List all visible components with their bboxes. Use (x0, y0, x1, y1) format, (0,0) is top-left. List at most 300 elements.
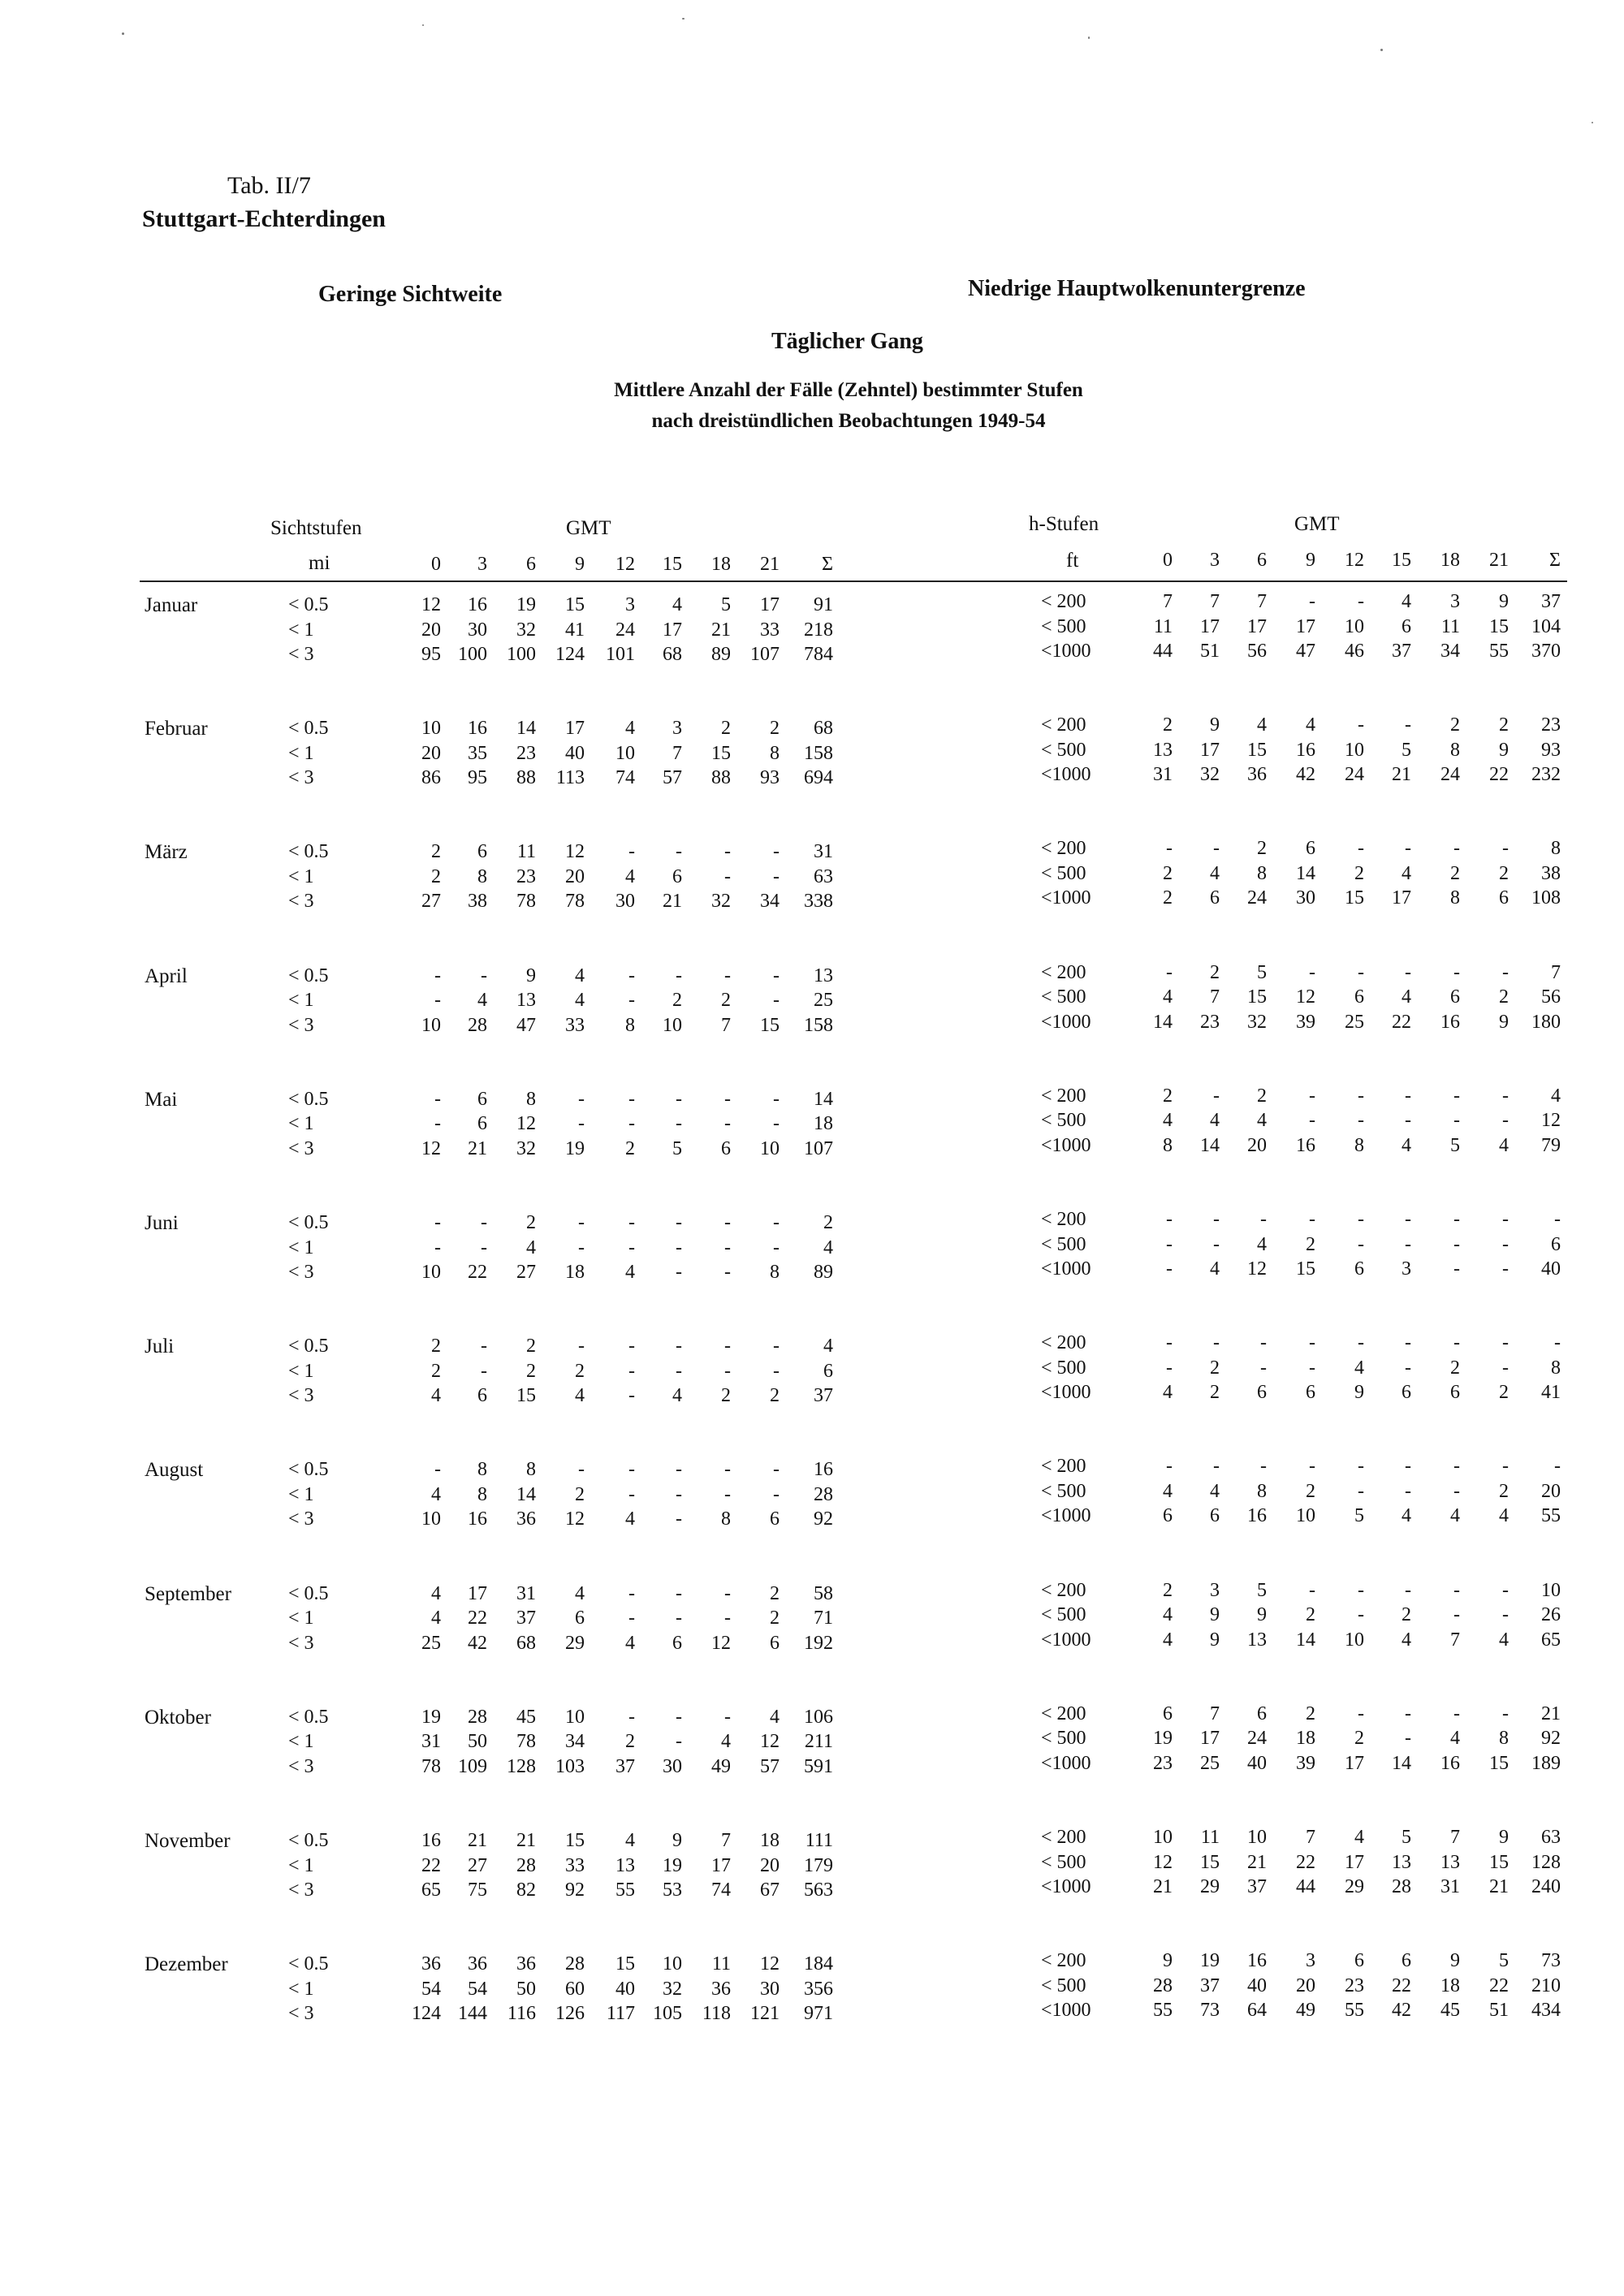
visibility-count-cell: 6 (721, 1137, 731, 1159)
visibility-count-cell: 19 (663, 1854, 682, 1876)
month-label: September (145, 1582, 231, 1605)
ceiling-count-cell: 22 (1489, 764, 1509, 786)
visibility-count-cell: - (676, 1212, 682, 1233)
hour-header: 6 (526, 554, 536, 575)
visibility-count-cell: 28 (516, 1854, 536, 1876)
ceiling-count-cell: 11 (1440, 615, 1460, 637)
ceiling-count-cell: - (1309, 1209, 1315, 1230)
ceiling-count-cell: 5 (1450, 1134, 1460, 1156)
visibility-level-label: < 0.5 (288, 1953, 329, 1975)
month-label: März (145, 841, 188, 864)
ceiling-count-cell: 6 (1499, 887, 1509, 909)
ceiling-count-cell: 5 (1257, 1579, 1267, 1601)
ceiling-count-cell: - (1309, 1085, 1315, 1107)
ceiling-count-cell: 16 (1247, 1505, 1267, 1527)
visibility-count-cell: 65 (421, 1880, 441, 1901)
visibility-count-cell: 36 (516, 1953, 536, 1975)
visibility-count-cell: 21 (468, 1830, 487, 1851)
visibility-count-cell: 50 (468, 1731, 487, 1753)
ceiling-level-label: < 500 (1041, 1233, 1086, 1255)
visibility-count-cell: 68 (663, 644, 682, 665)
ceiling-count-cell: 2 (1306, 1480, 1315, 1502)
visibility-count-cell: 20 (760, 1854, 780, 1876)
visibility-count-cell: - (578, 1459, 585, 1481)
ceiling-count-cell: 14 (1392, 1752, 1411, 1774)
ceiling-count-cell: - (1358, 961, 1364, 983)
visibility-count-cell: - (628, 1608, 635, 1629)
visibility-count-cell: 2 (431, 1336, 441, 1357)
ceiling-count-cell: - (1358, 1332, 1364, 1354)
ceiling-count-cell: 6 (1210, 1505, 1220, 1527)
ceiling-count-cell: 232 (1531, 764, 1561, 786)
ceiling-count-cell: 9 (1257, 1604, 1267, 1626)
visibility-count-cell: 16 (468, 594, 487, 615)
visibility-count-cell: 17 (468, 1582, 487, 1604)
ceiling-count-cell: 25 (1345, 1011, 1364, 1033)
visibility-count-cell: 12 (711, 1632, 731, 1654)
visibility-count-cell: 109 (458, 1755, 487, 1777)
ceiling-count-cell: 14 (1153, 1011, 1173, 1033)
visibility-count-cell: 86 (421, 767, 441, 789)
ceiling-count-cell: - (1502, 1357, 1509, 1379)
visibility-count-cell: 82 (516, 1880, 536, 1901)
visibility-count-cell: 100 (507, 644, 536, 665)
visibility-count-cell: - (724, 1088, 731, 1110)
ceiling-count-cell: - (1502, 1209, 1509, 1230)
hour-header: 15 (1392, 550, 1411, 571)
ceiling-count-cell: 3 (1210, 1579, 1220, 1601)
ceiling-level-label: < 200 (1041, 1456, 1086, 1478)
visibility-count-cell: 95 (468, 767, 487, 789)
visibility-count-cell: 17 (565, 718, 585, 740)
ceiling-count-cell: 6 (1450, 1382, 1460, 1404)
visibility-count-cell: 63 (814, 865, 833, 887)
visibility-count-cell: 57 (760, 1755, 780, 1777)
visibility-count-cell: 22 (468, 1262, 487, 1283)
visibility-count-cell: 10 (663, 1953, 682, 1975)
visibility-count-cell: 17 (760, 594, 780, 615)
ceiling-level-label: < 200 (1041, 1085, 1086, 1107)
visibility-count-cell: 6 (672, 1632, 682, 1654)
visibility-level-label: < 0.5 (288, 1706, 329, 1728)
visibility-count-cell: 10 (615, 742, 635, 764)
ceiling-count-cell: 12 (1153, 1851, 1173, 1873)
hour-header: 6 (1257, 550, 1267, 571)
ceiling-count-cell: 15 (1489, 1851, 1509, 1873)
ceiling-count-cell: - (1358, 1604, 1364, 1626)
ceiling-count-cell: 15 (1489, 615, 1509, 637)
ceiling-count-cell: 3 (1450, 591, 1460, 612)
visibility-level-label: < 3 (288, 2003, 314, 2025)
visibility-count-cell: 20 (421, 619, 441, 641)
ceiling-count-cell: - (1405, 961, 1411, 983)
ceiling-count-cell: 4 (1450, 1505, 1460, 1527)
ceiling-count-cell: - (1213, 1209, 1220, 1230)
ceiling-count-cell: - (1453, 1579, 1460, 1601)
ceiling-level-label: < 200 (1041, 1827, 1086, 1848)
ceiling-count-cell: 21 (1541, 1703, 1561, 1724)
ceiling-count-cell: 4 (1210, 1480, 1220, 1502)
ceiling-count-cell: 21 (1247, 1851, 1267, 1873)
ceiling-count-cell: 8 (1163, 1134, 1173, 1156)
ceiling-count-cell: 8 (1450, 887, 1460, 909)
center-title: Täglicher Gang (771, 329, 923, 354)
visibility-count-cell: - (773, 865, 780, 887)
ceiling-count-cell: 31 (1153, 764, 1173, 786)
visibility-count-cell: - (481, 1360, 487, 1382)
ceiling-count-cell: 2 (1499, 1480, 1509, 1502)
visibility-count-cell: - (676, 1731, 682, 1753)
ceiling-count-cell: 4 (1210, 1258, 1220, 1280)
ceiling-count-cell: - (1358, 1480, 1364, 1502)
ceiling-count-cell: 370 (1531, 641, 1561, 662)
ceiling-count-cell: - (1502, 1604, 1509, 1626)
ceiling-count-cell: - (1358, 1579, 1364, 1601)
visibility-count-cell: 32 (711, 891, 731, 913)
station-name: Stuttgart-Echterdingen (142, 205, 386, 232)
ceiling-level-label: < 200 (1041, 1332, 1086, 1354)
ceiling-count-cell: 9 (1210, 714, 1220, 736)
ceiling-count-cell: 4 (1402, 986, 1411, 1008)
visibility-count-cell: 6 (770, 1632, 780, 1654)
visibility-count-cell: 34 (565, 1731, 585, 1753)
ceiling-level-label: <1000 (1041, 887, 1091, 909)
visibility-count-cell: 106 (804, 1706, 833, 1728)
ceiling-count-cell: 8 (1450, 739, 1460, 761)
visibility-count-cell: 2 (575, 1483, 585, 1505)
visibility-count-cell: - (434, 1236, 441, 1258)
ceiling-count-cell: 4 (1551, 1085, 1561, 1107)
left-unit: mi (309, 552, 330, 574)
ceiling-level-label: < 500 (1041, 1110, 1086, 1132)
ceiling-count-cell: 17 (1200, 615, 1220, 637)
ceiling-count-cell: 34 (1440, 641, 1460, 662)
ceiling-count-cell: 4 (1354, 1357, 1364, 1379)
hour-header: Σ (822, 554, 833, 575)
visibility-level-label: < 1 (288, 742, 314, 764)
ceiling-level-label: < 200 (1041, 1703, 1086, 1724)
visibility-count-cell: 21 (711, 619, 731, 641)
visibility-count-cell: 30 (760, 1978, 780, 2000)
visibility-count-cell: 8 (770, 742, 780, 764)
ceiling-count-cell: - (1405, 1209, 1411, 1230)
visibility-count-cell: 33 (565, 1014, 585, 1036)
visibility-count-cell: - (628, 1385, 635, 1407)
ceiling-count-cell: 2 (1210, 961, 1220, 983)
ceiling-count-cell: 37 (1200, 1974, 1220, 1996)
visibility-count-cell: 105 (653, 2003, 682, 2025)
ceiling-count-cell: 23 (1200, 1011, 1220, 1033)
visibility-count-cell: - (628, 1706, 635, 1728)
visibility-count-cell: 12 (516, 1113, 536, 1135)
ceiling-count-cell: - (1405, 1728, 1411, 1750)
ceiling-count-cell: - (1453, 1332, 1460, 1354)
visibility-count-cell: - (724, 1706, 731, 1728)
ceiling-count-cell: 15 (1247, 986, 1267, 1008)
visibility-count-cell: - (628, 1236, 635, 1258)
hour-header: 21 (1489, 550, 1509, 571)
ceiling-count-cell: 7 (1210, 1703, 1220, 1724)
visibility-count-cell: 2 (526, 1212, 536, 1233)
visibility-count-cell: 107 (750, 644, 780, 665)
visibility-count-cell: 10 (421, 1014, 441, 1036)
ceiling-count-cell: 37 (1541, 591, 1561, 612)
visibility-level-label: < 3 (288, 1755, 314, 1777)
ceiling-count-cell: 8 (1257, 1480, 1267, 1502)
visibility-count-cell: - (724, 1582, 731, 1604)
visibility-count-cell: 75 (468, 1880, 487, 1901)
visibility-count-cell: 28 (565, 1953, 585, 1975)
ceiling-count-cell: 4 (1402, 1505, 1411, 1527)
visibility-count-cell: 25 (421, 1632, 441, 1654)
visibility-count-cell: 9 (672, 1830, 682, 1851)
visibility-count-cell: - (773, 990, 780, 1012)
ceiling-count-cell: 2 (1499, 986, 1509, 1008)
visibility-count-cell: 2 (770, 1385, 780, 1407)
ceiling-count-cell: 4 (1499, 1629, 1509, 1651)
ceiling-count-cell: 73 (1200, 2000, 1220, 2022)
ceiling-count-cell: - (1358, 714, 1364, 736)
visibility-count-cell: 13 (615, 1854, 635, 1876)
visibility-count-cell: 8 (526, 1459, 536, 1481)
hour-header: Σ (1549, 550, 1561, 571)
ceiling-count-cell: - (1358, 1085, 1364, 1107)
visibility-count-cell: 7 (721, 1014, 731, 1036)
ceiling-count-cell: 21 (1489, 1876, 1509, 1897)
ceiling-count-cell: - (1166, 1332, 1173, 1354)
ceiling-count-cell: 7 (1210, 986, 1220, 1008)
visibility-count-cell: 15 (565, 594, 585, 615)
ceiling-count-cell: 2 (1163, 714, 1173, 736)
ceiling-count-cell: 3 (1306, 1950, 1315, 1972)
visibility-count-cell: 8 (477, 1459, 487, 1481)
ceiling-level-label: <1000 (1041, 1134, 1091, 1156)
visibility-count-cell: 16 (421, 1830, 441, 1851)
ceiling-count-cell: 17 (1247, 615, 1267, 637)
visibility-count-cell: 78 (565, 891, 585, 913)
visibility-count-cell: 6 (477, 1088, 487, 1110)
ceiling-count-cell: - (1405, 1085, 1411, 1107)
visibility-count-cell: - (628, 1582, 635, 1604)
ceiling-level-label: < 200 (1041, 591, 1086, 612)
ceiling-count-cell: - (1554, 1332, 1561, 1354)
visibility-count-cell: 118 (702, 2003, 731, 2025)
ceiling-count-cell: - (1166, 1209, 1173, 1230)
visibility-count-cell: 27 (468, 1854, 487, 1876)
ceiling-count-cell: 55 (1345, 2000, 1364, 2022)
ceiling-count-cell: 9 (1354, 1382, 1364, 1404)
visibility-count-cell: 14 (516, 718, 536, 740)
ceiling-level-label: < 500 (1041, 1728, 1086, 1750)
ceiling-count-cell: 7 (1450, 1827, 1460, 1848)
ceiling-count-cell: 22 (1392, 1011, 1411, 1033)
ceiling-count-cell: 4 (1163, 1480, 1173, 1502)
ceiling-count-cell: 16 (1296, 1134, 1315, 1156)
ceiling-count-cell: 23 (1153, 1752, 1173, 1774)
visibility-level-label: < 1 (288, 990, 314, 1012)
ceiling-count-cell: 17 (1345, 1752, 1364, 1774)
ceiling-count-cell: 47 (1296, 641, 1315, 662)
ceiling-count-cell: 4 (1499, 1505, 1509, 1527)
visibility-count-cell: 24 (615, 619, 635, 641)
visibility-count-cell: - (578, 1113, 585, 1135)
visibility-level-label: < 0.5 (288, 1459, 329, 1481)
visibility-count-cell: 40 (615, 1978, 635, 2000)
visibility-count-cell: - (724, 841, 731, 863)
visibility-count-cell: 21 (516, 1830, 536, 1851)
visibility-count-cell: 31 (421, 1731, 441, 1753)
ceiling-count-cell: 2 (1450, 862, 1460, 884)
ceiling-count-cell: 8 (1354, 1134, 1364, 1156)
visibility-count-cell: 2 (721, 990, 731, 1012)
ceiling-count-cell: 2 (1257, 838, 1267, 860)
month-label: April (145, 965, 188, 987)
visibility-count-cell: 25 (814, 990, 833, 1012)
ceiling-count-cell: 11 (1200, 1827, 1220, 1848)
visibility-count-cell: 15 (760, 1014, 780, 1036)
visibility-count-cell: - (773, 841, 780, 863)
ceiling-count-cell: 6 (1450, 986, 1460, 1008)
visibility-count-cell: 4 (625, 1262, 635, 1283)
visibility-count-cell: 2 (721, 718, 731, 740)
hour-header: 18 (1440, 550, 1460, 571)
visibility-count-cell: 20 (565, 865, 585, 887)
visibility-count-cell: - (676, 1706, 682, 1728)
ceiling-count-cell: 24 (1247, 1728, 1267, 1750)
ceiling-count-cell: 2 (1499, 862, 1509, 884)
visibility-level-label: < 3 (288, 1385, 314, 1407)
visibility-count-cell: - (773, 1212, 780, 1233)
visibility-count-cell: 101 (606, 644, 635, 665)
ceiling-count-cell: - (1166, 1357, 1173, 1379)
ceiling-count-cell: - (1358, 1209, 1364, 1230)
ceiling-count-cell: 23 (1345, 1974, 1364, 1996)
ceiling-count-cell: - (1453, 1258, 1460, 1280)
month-label: Juni (145, 1212, 179, 1234)
ceiling-count-cell: 41 (1541, 1382, 1561, 1404)
ceiling-count-cell: 16 (1440, 1011, 1460, 1033)
ceiling-count-cell: 8 (1551, 1357, 1561, 1379)
visibility-count-cell: 20 (421, 742, 441, 764)
ceiling-count-cell: - (1453, 1703, 1460, 1724)
ceiling-count-cell: 2 (1163, 1579, 1173, 1601)
visibility-count-cell: 33 (760, 619, 780, 641)
ceiling-count-cell: 2 (1163, 887, 1173, 909)
ceiling-count-cell: 28 (1153, 1974, 1173, 1996)
ceiling-count-cell: 128 (1531, 1851, 1561, 1873)
visibility-count-cell: - (773, 1236, 780, 1258)
ceiling-count-cell: 210 (1531, 1974, 1561, 1996)
ceiling-count-cell: 6 (1402, 1382, 1411, 1404)
visibility-count-cell: 15 (516, 1385, 536, 1407)
visibility-count-cell: 6 (477, 1385, 487, 1407)
visibility-count-cell: - (676, 1088, 682, 1110)
ceiling-level-label: < 500 (1041, 1357, 1086, 1379)
visibility-count-cell: 15 (711, 742, 731, 764)
ceiling-count-cell: 104 (1531, 615, 1561, 637)
ceiling-count-cell: 5 (1402, 739, 1411, 761)
ceiling-count-cell: - (1405, 1233, 1411, 1255)
ceiling-count-cell: 4 (1257, 1110, 1267, 1132)
visibility-level-label: < 1 (288, 1854, 314, 1876)
ceiling-count-cell: 17 (1345, 1851, 1364, 1873)
visibility-count-cell: 78 (516, 1731, 536, 1753)
ceiling-count-cell: 26 (1541, 1604, 1561, 1626)
ceiling-count-cell: - (1405, 1110, 1411, 1132)
ceiling-count-cell: 6 (1306, 1382, 1315, 1404)
ceiling-count-cell: 7 (1306, 1827, 1315, 1848)
visibility-count-cell: 4 (431, 1483, 441, 1505)
visibility-count-cell: 107 (804, 1137, 833, 1159)
visibility-count-cell: 16 (468, 1508, 487, 1530)
visibility-count-cell: - (773, 1113, 780, 1135)
visibility-count-cell: 128 (507, 1755, 536, 1777)
visibility-count-cell: 4 (526, 1236, 536, 1258)
ceiling-count-cell: 4 (1450, 1728, 1460, 1750)
visibility-count-cell: 53 (663, 1880, 682, 1901)
ceiling-count-cell: 7 (1551, 961, 1561, 983)
ceiling-count-cell: 29 (1200, 1876, 1220, 1897)
ceiling-level-label: <1000 (1041, 641, 1091, 662)
ceiling-count-cell: 55 (1541, 1505, 1561, 1527)
visibility-count-cell: 124 (555, 644, 585, 665)
ceiling-count-cell: - (1166, 838, 1173, 860)
ceiling-count-cell: - (1502, 1085, 1509, 1107)
ceiling-count-cell: 8 (1257, 862, 1267, 884)
visibility-count-cell: 37 (615, 1755, 635, 1777)
visibility-count-cell: 41 (565, 619, 585, 641)
visibility-count-cell: - (724, 1608, 731, 1629)
visibility-count-cell: 2 (526, 1360, 536, 1382)
visibility-count-cell: 563 (804, 1880, 833, 1901)
ceiling-level-label: < 500 (1041, 1480, 1086, 1502)
ceiling-count-cell: 2 (1210, 1357, 1220, 1379)
visibility-count-cell: 27 (421, 891, 441, 913)
ceiling-count-cell: 4 (1163, 986, 1173, 1008)
ceiling-count-cell: 31 (1440, 1876, 1460, 1897)
visibility-count-cell: 14 (516, 1483, 536, 1505)
ceiling-count-cell: - (1213, 1332, 1220, 1354)
visibility-count-cell: 57 (663, 767, 682, 789)
visibility-count-cell: 55 (615, 1880, 635, 1901)
visibility-count-cell: 4 (770, 1706, 780, 1728)
ceiling-count-cell: 434 (1531, 2000, 1561, 2022)
ceiling-count-cell: 16 (1440, 1752, 1460, 1774)
visibility-count-cell: 23 (516, 865, 536, 887)
visibility-count-cell: 9 (526, 965, 536, 986)
ceiling-count-cell: 5 (1402, 1827, 1411, 1848)
ceiling-count-cell: 21 (1392, 764, 1411, 786)
ceiling-count-cell: 11 (1153, 615, 1173, 637)
ceiling-count-cell: - (1260, 1209, 1267, 1230)
visibility-count-cell: - (676, 1508, 682, 1530)
ceiling-count-cell: 8 (1499, 1728, 1509, 1750)
ceiling-count-cell: 4 (1163, 1604, 1173, 1626)
ceiling-count-cell: 65 (1541, 1629, 1561, 1651)
ceiling-count-cell: 6 (1354, 1950, 1364, 1972)
visibility-level-label: < 1 (288, 1483, 314, 1505)
ceiling-count-cell: - (1166, 1233, 1173, 1255)
visibility-count-cell: 40 (565, 742, 585, 764)
visibility-count-cell: - (578, 1212, 585, 1233)
ceiling-count-cell: - (1358, 1703, 1364, 1724)
visibility-count-cell: 113 (555, 767, 585, 789)
ceiling-level-label: < 200 (1041, 714, 1086, 736)
ceiling-count-cell: 42 (1392, 2000, 1411, 2022)
ceiling-count-cell: 63 (1541, 1827, 1561, 1848)
visibility-level-label: < 1 (288, 865, 314, 887)
ceiling-count-cell: 10 (1153, 1827, 1173, 1848)
